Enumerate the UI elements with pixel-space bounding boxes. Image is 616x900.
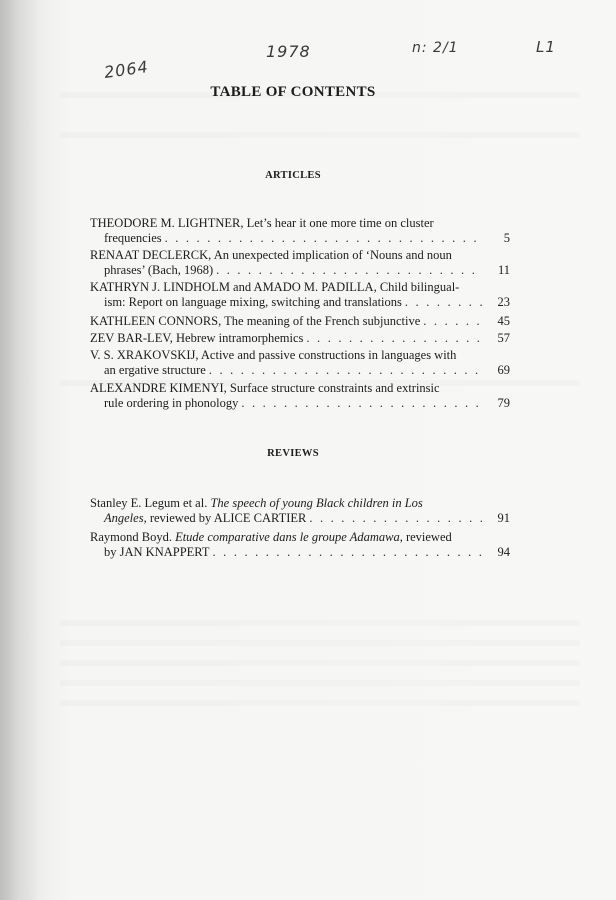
toc-line: THEODORE M. LIGHTNER, Let’s hear it one more time on cluster — [90, 216, 434, 230]
page-number: 5 — [503, 231, 510, 245]
dot-leader — [216, 263, 482, 278]
toc-line — [90, 263, 510, 278]
bleed-through-line — [60, 700, 580, 706]
page-number: 94 — [497, 545, 510, 559]
page-number: 69 — [497, 363, 510, 377]
review-reviewer: reviewed by ALICE CARTIER — [149, 511, 307, 525]
toc-line — [90, 545, 510, 560]
dot-leader — [209, 363, 482, 378]
toc-line-text: rule ordering in phonology — [104, 396, 239, 410]
toc-line — [90, 363, 510, 378]
dot-leader — [423, 314, 482, 329]
toc-line: RENAAT DECLERCK, An unexpected implication of ‘Nouns and noun — [90, 248, 452, 262]
section-heading-reviews: REVIEWS — [267, 448, 319, 459]
bleed-through-line — [60, 640, 580, 646]
toc-entry — [90, 248, 510, 278]
bleed-through-line — [60, 680, 580, 686]
toc-line-text — [104, 511, 306, 526]
page-number: 91 — [497, 511, 510, 525]
toc-entry — [90, 216, 510, 246]
dot-leader — [306, 331, 482, 346]
toc-line — [90, 314, 510, 329]
handwritten-note: n: 2/1 — [412, 40, 459, 56]
toc-line-text: frequencies — [104, 231, 162, 245]
section-heading-articles: ARTICLES — [265, 170, 321, 181]
review-reviewed: reviewed — [405, 530, 452, 544]
review-book-title: Etude comparative dans le groupe Adamawa, — [175, 530, 403, 544]
page-number: 45 — [497, 314, 510, 328]
toc-line — [90, 331, 510, 346]
toc-line-text: phrases’ (Bach, 1968) — [104, 263, 214, 277]
toc-line-text: ZEV BAR-LEV, Hebrew intramorphemics — [90, 331, 304, 345]
dot-leader — [309, 511, 482, 526]
toc-entry — [90, 348, 510, 378]
bleed-through-line — [60, 620, 580, 626]
handwritten-note: 2064 — [102, 56, 150, 83]
toc-entry — [90, 280, 510, 310]
review-author: Stanley E. Legum et al. — [90, 496, 208, 510]
review-author: Raymond Boyd. — [90, 530, 172, 544]
toc-line — [90, 295, 510, 310]
dot-leader — [213, 545, 482, 560]
page-number: 79 — [497, 396, 510, 410]
dot-leader — [405, 295, 482, 310]
toc-line: KATHRYN J. LINDHOLM and AMADO M. PADILLA, Child bilingual- — [90, 280, 460, 294]
page-number: 23 — [497, 295, 510, 309]
toc-line — [90, 231, 510, 246]
page-title: TABLE OF CONTENTS — [210, 84, 376, 100]
review-book-title: The speech of young Black children in Los — [210, 496, 423, 510]
dot-leader — [165, 231, 482, 246]
toc-entry — [90, 530, 510, 560]
toc-line-text: ism: Report on language mixing, switching and translations — [104, 295, 402, 309]
handwritten-note: L1 — [536, 38, 556, 56]
toc-entry — [90, 381, 510, 411]
dot-leader — [241, 396, 482, 411]
review-reviewer: by JAN KNAPPERT — [104, 545, 210, 559]
toc-line — [90, 396, 510, 411]
page-number: 11 — [497, 263, 510, 277]
bleed-through-line — [60, 132, 580, 138]
toc-entry — [90, 314, 510, 329]
toc-line — [90, 530, 510, 545]
toc-entry — [90, 496, 510, 526]
review-book-title-cont: Angeles, — [104, 511, 147, 525]
toc-line — [90, 496, 510, 511]
handwritten-note: 1978 — [266, 42, 311, 61]
toc-line: V. S. XRAKOVSKIJ, Active and passive constructions in languages with — [90, 348, 457, 362]
toc-line-text: an ergative structure — [104, 363, 206, 377]
toc-line-text: KATHLEEN CONNORS, The meaning of the French subjunctive — [90, 314, 421, 328]
toc-entry — [90, 331, 510, 346]
toc-line — [90, 511, 510, 526]
bleed-through-line — [60, 660, 580, 666]
toc-line: ALEXANDRE KIMENYI, Surface structure constraints and extrinsic — [90, 381, 440, 395]
page-number: 57 — [497, 331, 510, 345]
